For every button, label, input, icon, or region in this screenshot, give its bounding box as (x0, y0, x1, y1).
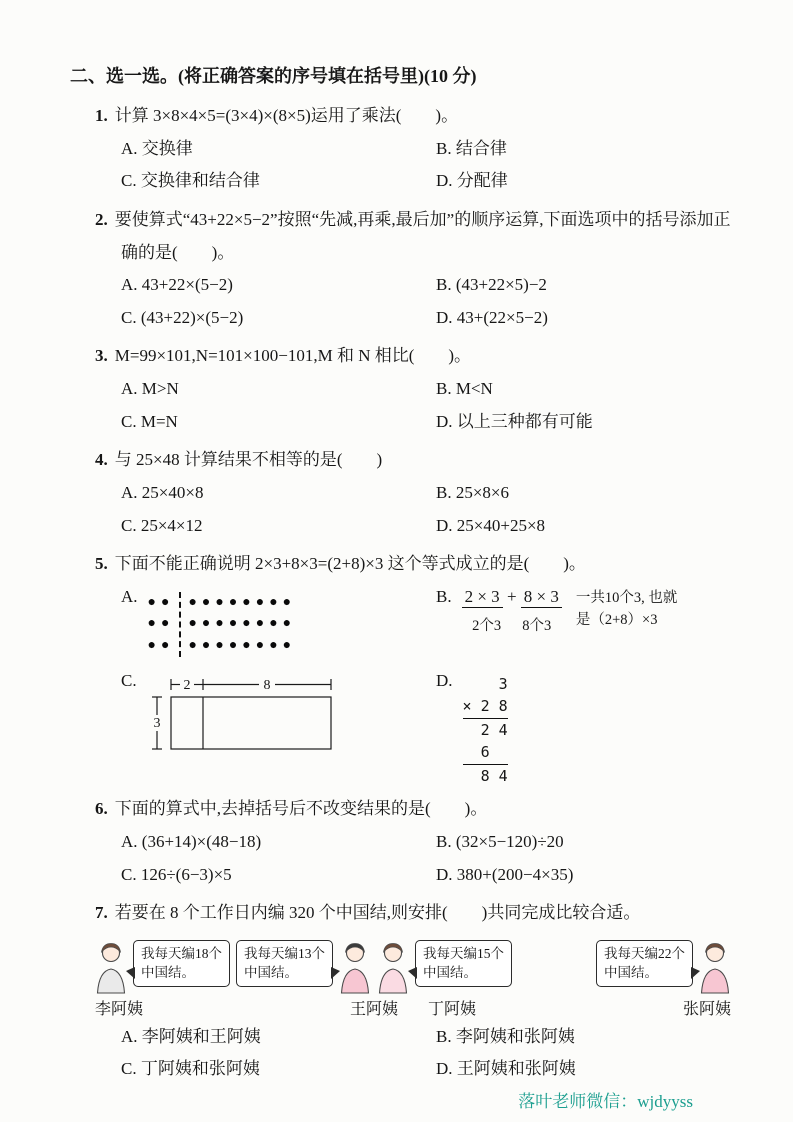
expression-diagram (462, 587, 678, 635)
option-7d: D. 王阿姨和张阿姨 (436, 1059, 576, 1079)
question-3-options (121, 373, 731, 438)
option-6b: B. (32×5−120)÷20 (436, 831, 564, 851)
question-7-stem: 若要在 8 个工作日内编 320 个中国结,则安排( )共同完成比较合适。 (114, 903, 641, 923)
expression-groups (462, 587, 562, 635)
option-3c: C. M=N (121, 411, 178, 431)
question-1-stem-line (95, 100, 731, 133)
question-6-stem: 下面的算式中,去掉括号后不改变结果的是( )。 (114, 799, 488, 819)
teacher-wechat-watermark: 落叶老师微信：wjdyyss (518, 1092, 693, 1111)
dot-row: ●● (147, 638, 175, 654)
question-6 (95, 793, 731, 891)
person-name-li: 李阿姨 (95, 1000, 144, 1018)
option-1a: A. 交换律 (121, 138, 193, 158)
width-label-8: 8 (263, 677, 271, 693)
person-name-zhang: 张阿姨 (682, 1000, 731, 1018)
expression-group-2: 8 × 3 (521, 587, 562, 608)
expression-line (462, 587, 562, 607)
option-3b: B. M<N (436, 379, 493, 398)
bubble-line-1: 我每天编15个 (423, 945, 504, 961)
option-1b: B. 结合律 (436, 138, 507, 158)
option-5b (436, 587, 731, 657)
question-1-options (121, 133, 731, 198)
question-5-number: 5. (95, 554, 108, 574)
side-note-line-1: 一共10个3, 也就 (575, 589, 678, 606)
group-labels (462, 614, 562, 635)
bubble-line-1: 我每天编18个 (141, 945, 222, 961)
question-7-options (121, 1021, 731, 1086)
question-3-stem-line (95, 340, 731, 373)
question-7-stem-line (95, 897, 721, 930)
option-2a: A. 43+22×(5−2) (121, 275, 233, 295)
option-5a-label: A. (121, 586, 138, 606)
side-note-line-2: 是（2+8）×3 (575, 612, 658, 629)
speech-bubble (415, 940, 512, 987)
width-label-2: 2 (183, 677, 191, 693)
dots-diagram (148, 592, 297, 657)
question-5-stem-line (95, 548, 731, 581)
height-label-3: 3 (153, 715, 161, 731)
option-4d: D. 25×40+25×8 (436, 515, 546, 535)
speech-bubble (236, 940, 333, 987)
question-6-number: 6. (95, 799, 108, 819)
option-7a: A. 李阿姨和王阿姨 (121, 1026, 261, 1046)
person-name-ding: 丁阿姨 (428, 1000, 477, 1018)
bubble-line-2: 中国结。 (604, 965, 658, 981)
option-6c: C. 126÷(6−3)×5 (121, 864, 232, 884)
option-4b: B. 25×8×6 (436, 482, 510, 502)
question-4 (95, 444, 731, 542)
question-7-number: 7. (95, 903, 108, 923)
question-7-scene (95, 940, 731, 994)
side-note (576, 587, 678, 632)
question-2 (95, 204, 731, 335)
question-2-number: 2. (95, 209, 108, 229)
bubble-line-2: 中国结。 (244, 965, 298, 981)
option-7c: C. 丁阿姨和张阿姨 (121, 1059, 260, 1079)
mult-line-3: 2 4 (463, 718, 508, 742)
person-icon (339, 940, 371, 994)
option-5d-label: D. (436, 670, 453, 690)
person-names-middle (350, 996, 476, 1019)
dot-row: ●● (147, 594, 175, 610)
question-1-stem: 计算 3×8×4×5=(3×4)×(8×5)运用了乘法( )。 (114, 106, 459, 125)
question-4-stem-line (95, 444, 731, 477)
person-icon (377, 940, 409, 994)
mult-line-5: 8 4 (463, 764, 508, 788)
option-5c (121, 671, 436, 788)
question-6-stem-line (95, 793, 731, 826)
option-5b-label: B. (436, 586, 452, 606)
person-names (95, 996, 731, 1019)
option-3a: A. M>N (121, 379, 179, 398)
speech-bubble (596, 940, 693, 987)
option-2d: D. 43+(22×5−2) (436, 307, 548, 327)
question-4-number: 4. (95, 450, 108, 470)
question-2-options (121, 269, 731, 334)
option-7b: B. 李阿姨和张阿姨 (436, 1026, 575, 1046)
option-4c: C. 25×4×12 (121, 515, 203, 535)
question-4-options (121, 477, 731, 542)
question-3-stem: M=99×101,N=101×100−101,M 和 N 相比( )。 (114, 346, 472, 366)
question-5 (95, 548, 731, 787)
dot-row: ●●●●●●●● (188, 616, 297, 632)
bubble-line-1: 我每天编13个 (244, 945, 325, 961)
person-icon (95, 940, 127, 994)
option-5a (121, 587, 436, 657)
plus-sign: + (506, 586, 517, 606)
question-2-stem: 要使算式“43+22×5−2”按照“先减,再乘,最后加”的顺序运算,下面选项中的括号添加正确的是( )。 (114, 209, 731, 262)
mult-line-2: × 2 8 (462, 697, 508, 716)
bubble-line-2: 中国结。 (141, 965, 195, 981)
dots-left-group (148, 592, 182, 657)
bubble-line-2: 中国结。 (423, 965, 477, 981)
question-7 (95, 897, 731, 1086)
option-2c: C. (43+22)×(5−2) (121, 307, 244, 327)
dots-right-group (181, 592, 296, 657)
option-6a: A. (36+14)×(48−18) (121, 831, 262, 851)
question-1-number: 1. (95, 106, 108, 125)
option-5d (436, 671, 731, 788)
option-6d: D. 380+(200−4×35) (436, 864, 574, 884)
speech-bubble (133, 940, 230, 987)
group-label-2: 8个3 (522, 617, 552, 634)
question-3-number: 3. (95, 346, 108, 366)
question-6-options (121, 826, 731, 891)
question-3 (95, 340, 731, 438)
question-5-figures (121, 587, 731, 788)
person-icon (699, 940, 731, 994)
section-title: 二、选一选。(将正确答案的序号填在括号里)(10 分) (70, 66, 477, 86)
question-5-stem: 下面不能正确说明 2×3+8×3=(2+8)×3 这个等式成立的是( )。 (114, 554, 586, 574)
rectangle-diagram (147, 673, 347, 755)
person-name-wang: 王阿姨 (349, 1000, 398, 1018)
bubble-line-1: 我每天编22个 (604, 945, 685, 961)
option-5c-label: C. (121, 670, 137, 690)
dot-row: ●●●●●●●● (188, 638, 297, 654)
option-2b: B. (43+22×5)−2 (436, 275, 547, 295)
mult-line-1: 3 (462, 674, 508, 693)
question-1 (95, 100, 731, 198)
dot-row: ●● (147, 616, 175, 632)
question-4-stem: 与 25×48 计算结果不相等的是( ) (114, 450, 383, 470)
option-4a: A. 25×40×8 (121, 482, 204, 502)
dot-row: ●●●●●●●● (188, 594, 297, 610)
mult-line-4: 6 (462, 743, 490, 762)
expression-group-1: 2 × 3 (462, 587, 503, 608)
group-label-1: 2个3 (472, 617, 502, 634)
vertical-multiplication (463, 673, 508, 788)
question-2-stem-line (95, 204, 731, 269)
option-1d: D. 分配律 (436, 171, 508, 191)
option-1c: C. 交换律和结合律 (121, 171, 260, 191)
option-3d: D. 以上三种都有可能 (436, 411, 593, 431)
